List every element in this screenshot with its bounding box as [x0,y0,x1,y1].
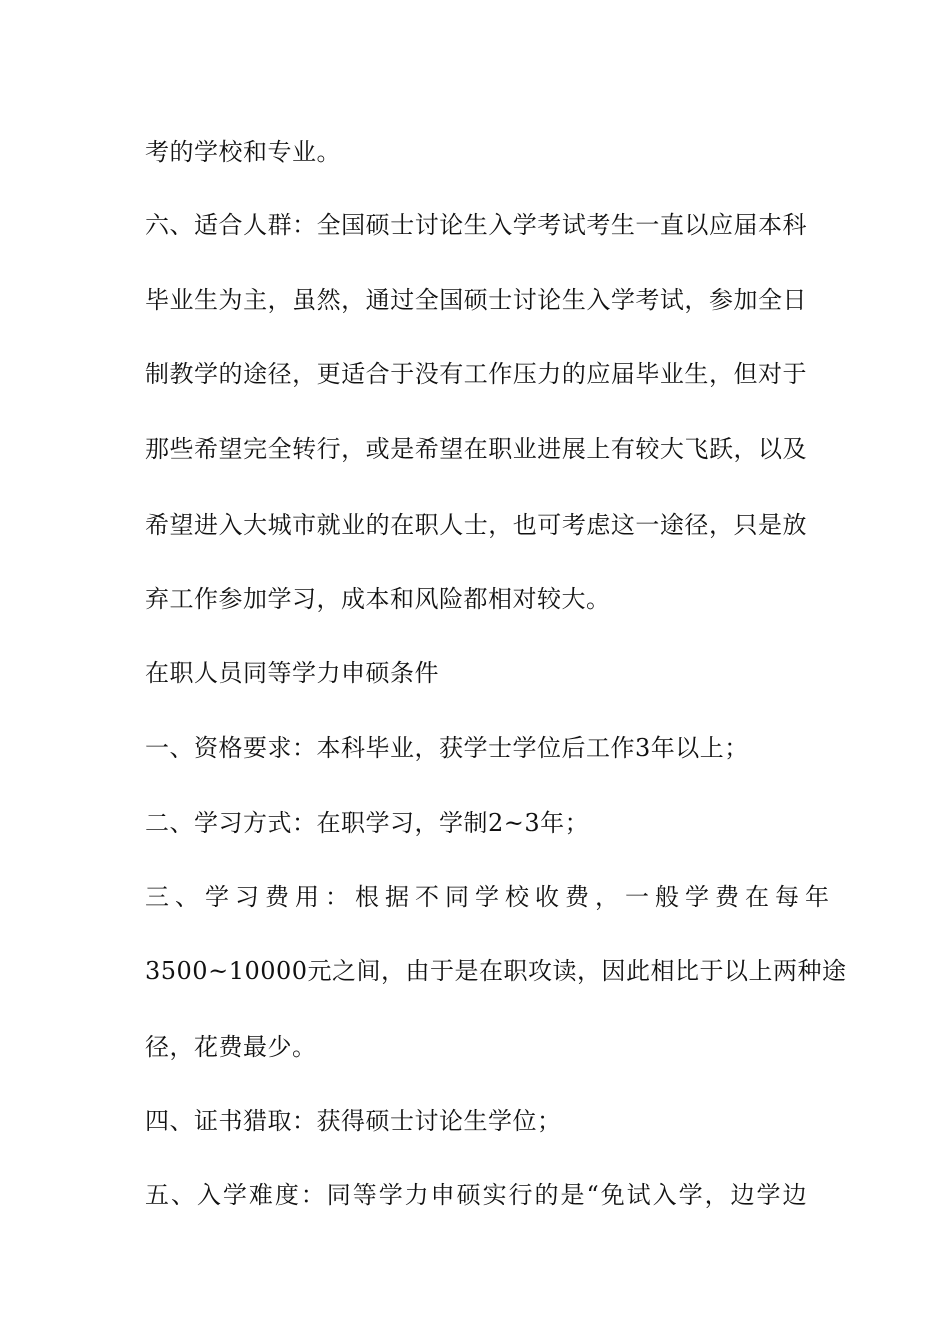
paragraph-line: 弃工作参加学习，成本和风险都相对较大。 [145,585,611,613]
paragraph-line: 径，花费最少。 [145,1033,317,1061]
paragraph-line: 毕业生为主，虽然，通过全国硕士讨论生入学考试，参加全日 [145,286,807,314]
paragraph-line: 二、学习方式：在职学习，学制2~3年； [145,809,590,837]
paragraph-line: 考的学校和专业。 [145,138,341,166]
paragraph-line: 3500~10000元之间，由于是在职攻读，因此相比于以上两种途 [145,957,847,985]
paragraph-line: 五、入学难度：同等学力申硕实行的是“免试入学，边学边 [145,1181,807,1209]
paragraph-line: 制教学的途径，更适合于没有工作压力的应届毕业生，但对于 [145,360,807,388]
paragraph-line: 希望进入大城市就业的在职人士，也可考虑这一途径，只是放 [145,511,807,539]
paragraph-line: 六、适合人群：全国硕士讨论生入学考试考生一直以应届本科 [145,211,807,239]
paragraph-line: 一、资格要求：本科毕业，获学士学位后工作3年以上； [145,734,749,762]
paragraph-line: 三、学习费用：根据不同学校收费，一般学费在每年 [145,883,835,911]
paragraph-line: 那些希望完全转行，或是希望在职业进展上有较大飞跃，以及 [145,435,807,463]
paragraph-line: 四、证书猎取：获得硕士讨论生学位； [145,1107,562,1135]
section-heading: 在职人员同等学力申硕条件 [145,659,439,687]
